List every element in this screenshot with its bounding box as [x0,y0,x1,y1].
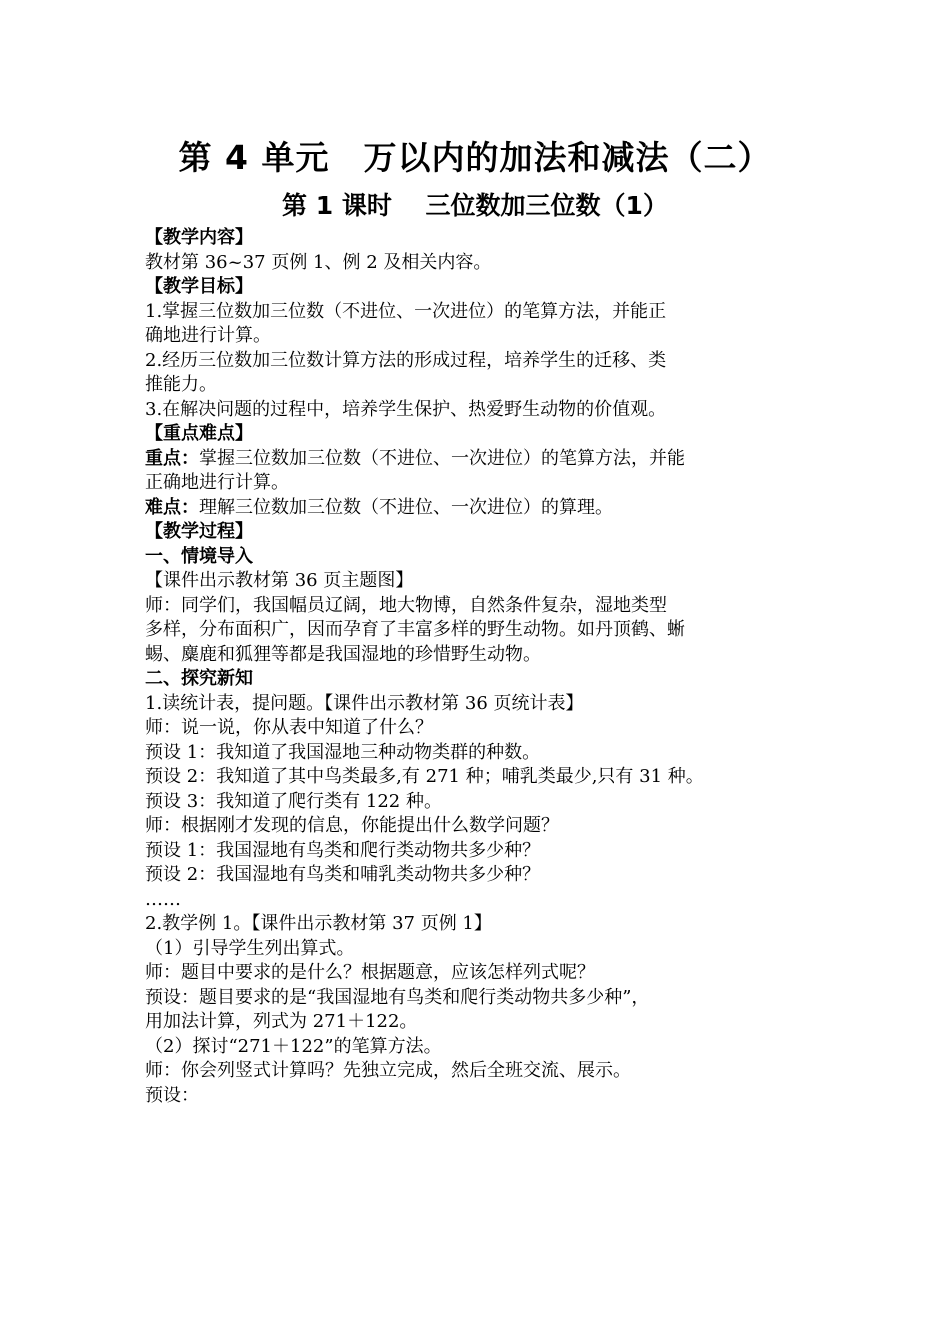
paragraph-line: 预设 3：我知道了爬行类有 122 种。 [145,790,442,812]
paragraph-line: 3.在解决问题的过程中，培养学生保护、热爱野生动物的价值观。 [145,398,667,420]
paragraph-line: 【课件出示教材第 36 页主题图】 [145,570,414,591]
paragraph-line: 师：根据刚才发现的信息，你能提出什么数学问题？ [145,815,559,836]
paragraph-line: 师：同学们，我国幅员辽阔，地大物博，自然条件复杂，湿地类型 [145,594,667,616]
paragraph-line: 预设 1：我国湿地有鸟类和爬行类动物共多少种？ [145,839,541,861]
paragraph-line: 预设： [145,1084,199,1106]
line-text: 掌握三位数加三位数（不进位、一次进位）的笔算方法，并能 [199,447,685,469]
paragraph-line: 蜴、麋鹿和狐狸等都是我国湿地的珍惜野生动物。 [145,643,541,665]
document-title: 第 4 单元 万以内的加法和减法（二） [178,138,772,177]
line-label: 难点： [145,496,199,518]
section-heading: 【教学目标】 [145,276,253,297]
section-heading: 【教学内容】 [145,227,253,248]
labeled-paragraph-line [145,496,815,521]
section-heading: 【教学过程】 [145,521,253,542]
section-heading: 一、情境导入 [145,545,253,567]
paragraph-line: 师：说一说，你从表中知道了什么？ [145,717,433,738]
paragraph-line: 预设 1：我知道了我国湿地三种动物类群的种数。 [145,741,541,763]
paragraph-line: 教材第 36~37 页例 1、例 2 及相关内容。 [145,251,492,273]
paragraph-line: 2.教学例 1。【课件出示教材第 37 页例 1】 [145,913,492,934]
lesson-subtitle: 第 1 课时 三位数加三位数（1） [282,191,668,220]
paragraph-line: 多样，分布面积广，因而孕育了丰富多样的野生动物。如丹顶鹤、蜥 [145,619,685,640]
paragraph-line: 预设：题目要求的是“我国湿地有鸟类和爬行类动物共多少种”， [145,986,650,1008]
line-text: 理解三位数加三位数（不进位、一次进位）的算理。 [199,496,613,518]
paragraph-line: 师：你会列竖式计算吗？先独立完成，然后全班交流、展示。 [145,1060,631,1081]
paragraph-line: 预设 2：我知道了其中鸟类最多,有 271 种；哺乳类最少,只有 31 种。 [145,766,704,787]
paragraph-line: 1.掌握三位数加三位数（不进位、一次进位）的笔算方法，并能正 [145,300,667,322]
labeled-paragraph-line [145,447,815,472]
paragraph-line: 确地进行计算。 [145,325,271,346]
section-heading: 二、探究新知 [145,668,253,689]
paragraph-line: 预设 2：我国湿地有鸟类和哺乳类动物共多少种？ [145,864,541,885]
paragraph-line: 师：题目中要求的是什么？根据题意，应该怎样列式呢？ [145,962,595,983]
paragraph-line: 正确地进行计算。 [145,472,289,493]
paragraph-line: （1）引导学生列出算式。 [145,937,355,959]
line-label: 重点： [145,447,199,469]
paragraph-line: 1.读统计表，提问题。【课件出示教材第 36 页统计表】 [145,692,584,714]
paragraph-line: 推能力。 [145,374,217,395]
paragraph-line: 用加法计算，列式为 271＋122。 [145,1011,418,1032]
document-body [145,226,815,1108]
section-heading: 【重点难点】 [145,423,253,444]
paragraph-line: …… [145,888,181,910]
paragraph-line: （2）探讨“271＋122”的笔算方法。 [145,1035,442,1057]
paragraph-line: 2.经历三位数加三位数计算方法的形成过程，培养学生的迁移、类 [145,349,667,371]
